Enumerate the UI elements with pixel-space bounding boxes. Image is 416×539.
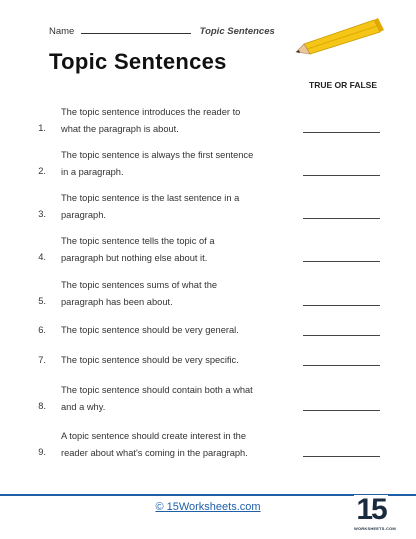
answer-line[interactable]	[303, 261, 380, 262]
question-line: paragraph has been about.	[61, 296, 173, 307]
name-field-line[interactable]	[81, 25, 191, 34]
answer-line[interactable]	[303, 410, 380, 411]
question-line: The topic sentence should contain both a what	[61, 385, 253, 395]
question-line: The topic sentence introduces the reader to	[61, 107, 241, 117]
question-line: what the paragraph is about.	[61, 123, 179, 134]
question-number: 6.	[38, 325, 46, 335]
answer-line[interactable]	[303, 132, 380, 133]
question-line: The topic sentence should be very specific.	[61, 355, 239, 365]
page-title: Topic Sentences	[49, 49, 227, 74]
question-line: A topic sentence should create interest in the	[61, 431, 247, 441]
question-number: 9.	[38, 447, 46, 457]
logo-caption: WORKSHEETS.COM	[354, 526, 396, 531]
answer-line[interactable]	[303, 456, 380, 457]
question-number: 5.	[38, 296, 46, 306]
question-line: paragraph but nothing else about it.	[61, 252, 208, 263]
header	[49, 25, 275, 37]
header-subtitle: Topic Sentences	[199, 26, 275, 37]
question-text	[61, 322, 291, 339]
question-text	[61, 147, 291, 180]
question-line: The topic sentence tells the topic of a	[61, 236, 215, 246]
question-number: 8.	[38, 401, 46, 411]
column-header-true-false: TRUE OR FALSE	[309, 80, 378, 90]
question-number: 7.	[38, 355, 46, 365]
pencil-icon	[294, 14, 386, 56]
question-line: paragraph.	[61, 209, 106, 220]
answer-line[interactable]	[303, 305, 380, 306]
question-number: 3.	[38, 209, 46, 219]
question-text	[61, 233, 291, 266]
answer-line[interactable]	[303, 335, 380, 336]
question-text	[61, 382, 291, 415]
question-line: The topic sentences sums of what the	[61, 280, 218, 290]
worksheets-logo	[354, 493, 396, 533]
answer-line[interactable]	[303, 175, 380, 176]
question-text	[61, 352, 291, 369]
logo-digits: 15	[356, 493, 386, 526]
question-text	[61, 104, 291, 137]
question-line: reader about what's coming in the paragraph.	[61, 447, 248, 458]
answer-line[interactable]	[303, 365, 380, 366]
question-number: 4.	[38, 252, 46, 262]
name-label: Name	[49, 26, 75, 37]
answer-line[interactable]	[303, 218, 380, 219]
question-line: The topic sentence is the last sentence in a	[61, 193, 240, 203]
question-text	[61, 190, 291, 223]
footer-link[interactable]: © 15Worksheets.com	[155, 501, 261, 513]
question-line: and a why.	[61, 401, 106, 412]
question-line: The topic sentence should be very general.	[61, 325, 239, 335]
question-number: 2.	[38, 166, 46, 176]
question-line: in a paragraph.	[61, 166, 124, 177]
question-text	[61, 277, 291, 310]
question-text	[61, 428, 291, 461]
question-line: The topic sentence is always the first sentence	[61, 150, 254, 160]
question-number: 1.	[38, 123, 46, 133]
